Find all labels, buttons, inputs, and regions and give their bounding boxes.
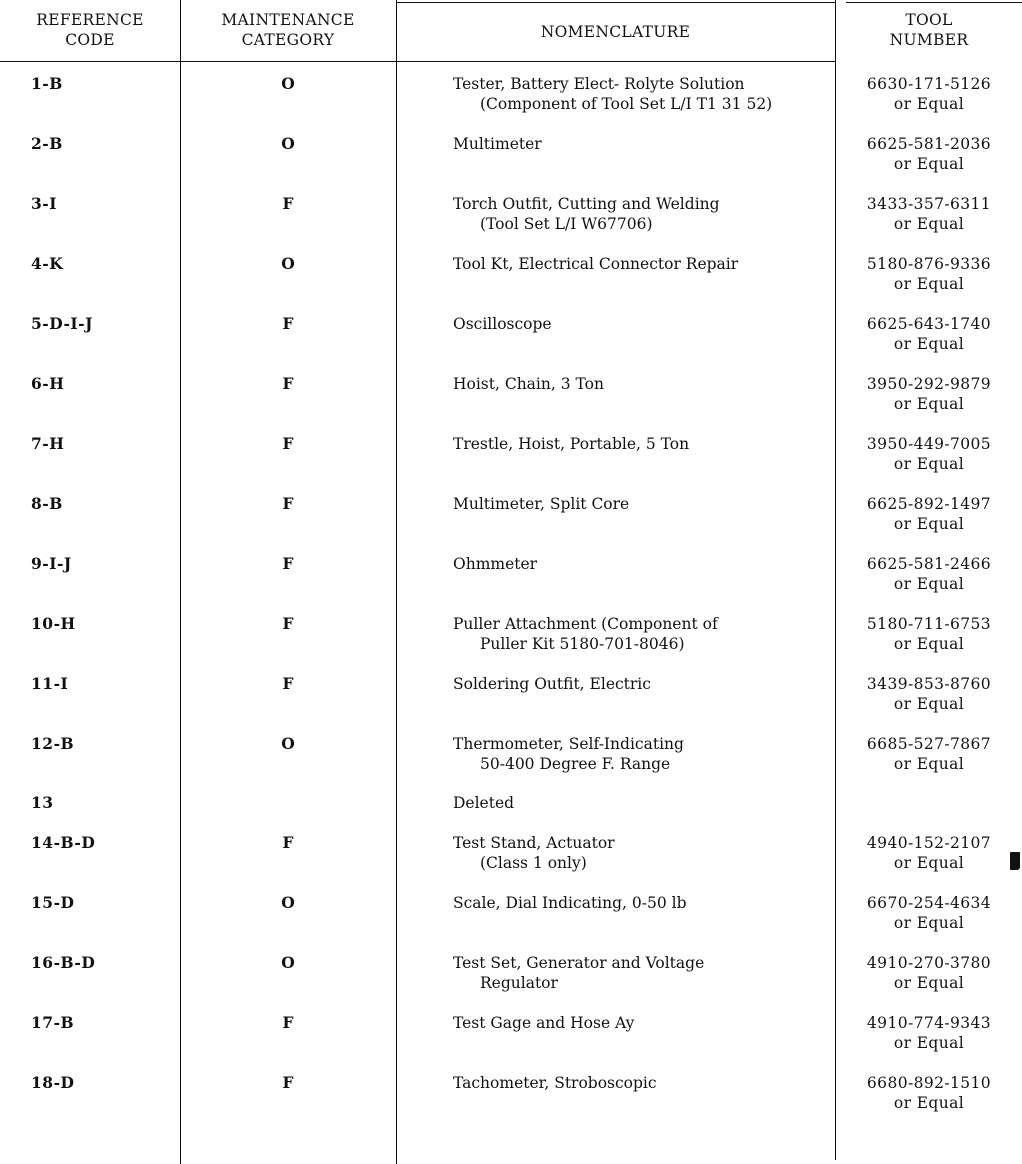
tool-number-alt: or Equal <box>893 755 965 773</box>
tool-number-alt: or Equal <box>893 695 965 713</box>
tool-number-alt: or Equal <box>893 395 965 413</box>
tool-number-cell <box>836 1073 1022 1113</box>
nomenclature-cell <box>453 374 833 394</box>
nomenclature-line: Tool Kt, Electrical Connector Repair <box>453 255 739 273</box>
nomenclature-cell <box>453 953 833 993</box>
reference-code-cell: 16-B-D <box>31 953 96 972</box>
nomenclature-cell <box>453 833 833 873</box>
reference-code-cell: 17-B <box>31 1013 75 1032</box>
tool-number-value: 6670-254-4634 <box>866 894 992 912</box>
tool-number-cell <box>836 374 1022 414</box>
tool-number-cell <box>836 953 1022 993</box>
header-reference-code-line2: CODE <box>65 31 115 49</box>
nomenclature-line: Hoist, Chain, 3 Ton <box>453 375 604 393</box>
column-divider-2 <box>396 0 397 1164</box>
reference-code-cell: 5-D-I-J <box>31 314 93 333</box>
tool-number-value: 6680-892-1510 <box>866 1074 992 1092</box>
tool-number-alt: or Equal <box>893 155 965 173</box>
maintenance-category-cell: O <box>281 74 295 93</box>
maintenance-category-cell: F <box>282 674 294 693</box>
nomenclature-cell <box>453 1073 833 1093</box>
nomenclature-cell <box>453 674 833 694</box>
reference-code-cell: 8-B <box>31 494 63 513</box>
column-divider-1 <box>180 0 181 1164</box>
header-top-rule <box>396 2 835 3</box>
nomenclature-line: Tester, Battery Elect- Rolyte Solution <box>453 75 745 93</box>
tool-number-value: 3950-449-7005 <box>866 435 992 453</box>
tool-number-alt: or Equal <box>893 914 965 932</box>
reference-code-cell: 12-B <box>31 734 75 753</box>
maintenance-category-cell: F <box>282 554 294 573</box>
nomenclature-cell <box>453 1013 833 1033</box>
nomenclature-cell <box>453 793 833 813</box>
tool-number-value: 3439-853-8760 <box>866 675 992 693</box>
maintenance-category-cell: F <box>282 614 294 633</box>
maintenance-category-cell: F <box>282 374 294 393</box>
tool-number-cell <box>836 434 1022 474</box>
reference-code-cell: 10-H <box>31 614 76 633</box>
maintenance-category-cell: F <box>282 1073 294 1092</box>
nomenclature-line: Test Stand, Actuator <box>453 834 615 852</box>
nomenclature-line: Multimeter, Split Core <box>453 495 630 513</box>
tool-number-value: 6625-581-2466 <box>866 555 992 573</box>
nomenclature-cell <box>453 74 833 114</box>
reference-code-cell: 9-I-J <box>31 554 72 573</box>
nomenclature-line: Puller Kit 5180-701-8046) <box>480 635 685 653</box>
maintenance-category-cell: O <box>281 254 295 273</box>
tool-number-alt: or Equal <box>893 635 965 653</box>
tool-number-value: 6630-171-5126 <box>866 75 992 93</box>
tool-number-alt: or Equal <box>893 515 965 533</box>
maintenance-category-cell: O <box>281 953 295 972</box>
tool-number-alt: or Equal <box>893 95 965 113</box>
tool-number-cell <box>836 194 1022 234</box>
nomenclature-cell <box>453 494 833 514</box>
reference-code-cell: 6-H <box>31 374 65 393</box>
tool-number-alt: or Equal <box>893 854 965 872</box>
reference-code-cell: 2-B <box>31 134 63 153</box>
tool-number-cell <box>836 254 1022 294</box>
tool-number-cell <box>836 734 1022 774</box>
tool-number-alt: or Equal <box>893 974 965 992</box>
tool-number-alt: or Equal <box>893 275 965 293</box>
tool-number-alt: or Equal <box>893 215 965 233</box>
header-maintenance-category-line1: MAINTENANCE <box>221 11 355 29</box>
nomenclature-line: (Tool Set L/I W67706) <box>480 215 653 233</box>
tool-number-value: 6685-527-7867 <box>866 735 992 753</box>
nomenclature-line: Regulator <box>480 974 558 992</box>
nomenclature-line: Ohmmeter <box>453 555 538 573</box>
tool-number-cell <box>836 1013 1022 1053</box>
tool-number-cell <box>836 554 1022 594</box>
tool-number-cell <box>836 674 1022 714</box>
nomenclature-line: Thermometer, Self-Indicating <box>453 735 684 753</box>
tool-number-cell <box>836 74 1022 114</box>
margin-mark <box>1010 852 1020 870</box>
nomenclature-cell <box>453 254 833 274</box>
nomenclature-line: Test Set, Generator and Voltage <box>453 954 705 972</box>
reference-code-cell: 3-I <box>31 194 57 213</box>
tool-number-cell <box>836 134 1022 174</box>
tool-number-cell <box>836 833 1022 873</box>
nomenclature-line: Tachometer, Stroboscopic <box>453 1074 657 1092</box>
nomenclature-cell <box>453 554 833 574</box>
tool-number-value: 3950-292-9879 <box>866 375 992 393</box>
header-maintenance-category <box>180 10 396 50</box>
maintenance-category-cell: O <box>281 134 295 153</box>
nomenclature-line: (Class 1 only) <box>480 854 587 872</box>
tool-number-value: 5180-876-9336 <box>866 255 992 273</box>
tool-number-value: 4940-152-2107 <box>866 834 992 852</box>
header-bottom-rule-nomenclature <box>396 61 835 62</box>
nomenclature-line: (Component of Tool Set L/I T1 31 52) <box>480 95 773 113</box>
tool-number-value: 5180-711-6753 <box>866 615 992 633</box>
nomenclature-cell <box>453 434 833 454</box>
nomenclature-cell <box>453 614 833 654</box>
tool-number-value: 6625-643-1740 <box>866 315 992 333</box>
nomenclature-line: Test Gage and Hose Ay <box>453 1014 635 1032</box>
maintenance-category-cell: O <box>281 893 295 912</box>
header-tool-number-line2: NUMBER <box>889 31 969 49</box>
nomenclature-line: Soldering Outfit, Electric <box>453 675 651 693</box>
tool-number-cell <box>836 614 1022 654</box>
tool-number-cell <box>836 494 1022 534</box>
maintenance-category-cell: F <box>282 194 294 213</box>
nomenclature-line: Oscilloscope <box>453 315 552 333</box>
maintenance-category-cell: F <box>282 434 294 453</box>
nomenclature-line: Torch Outfit, Cutting and Welding <box>453 195 720 213</box>
maintenance-category-cell: F <box>282 833 294 852</box>
tool-number-cell <box>836 314 1022 354</box>
nomenclature-line: 50-400 Degree F. Range <box>480 755 671 773</box>
tool-number-alt: or Equal <box>893 455 965 473</box>
reference-code-cell: 13 <box>31 793 54 812</box>
header-reference-code-line1: REFERENCE <box>36 11 144 29</box>
tool-number-alt: or Equal <box>893 575 965 593</box>
tool-number-cell <box>836 893 1022 933</box>
nomenclature-line: Deleted <box>453 794 515 812</box>
header-top-rule-right <box>846 2 1022 3</box>
tool-number-value: 4910-774-9343 <box>866 1014 992 1032</box>
tool-number-value: 6625-892-1497 <box>866 495 992 513</box>
reference-code-cell: 7-H <box>31 434 65 453</box>
header-maintenance-category-line2: CATEGORY <box>241 31 335 49</box>
tool-number-alt: or Equal <box>893 1034 965 1052</box>
header-bottom-rule <box>0 61 408 62</box>
tool-number-value: 3433-357-6311 <box>866 195 992 213</box>
reference-code-cell: 14-B-D <box>31 833 96 852</box>
nomenclature-line: Trestle, Hoist, Portable, 5 Ton <box>453 435 690 453</box>
header-tool-number-line1: TOOL <box>905 11 953 29</box>
nomenclature-line: Multimeter <box>453 135 542 153</box>
nomenclature-cell <box>453 194 833 234</box>
tool-number-alt: or Equal <box>893 335 965 353</box>
nomenclature-line: Puller Attachment (Component of <box>453 615 718 633</box>
nomenclature-cell <box>453 314 833 334</box>
tool-number-value: 4910-270-3780 <box>866 954 992 972</box>
nomenclature-cell <box>453 734 833 774</box>
maintenance-category-cell: F <box>282 494 294 513</box>
header-tool-number <box>836 10 1022 50</box>
nomenclature-cell <box>453 893 833 913</box>
reference-code-cell: 15-D <box>31 893 75 912</box>
maintenance-category-cell: O <box>281 734 295 753</box>
nomenclature-line: Scale, Dial Indicating, 0-50 lb <box>453 894 687 912</box>
maintenance-category-cell: F <box>282 1013 294 1032</box>
reference-code-cell: 18-D <box>31 1073 75 1092</box>
reference-code-cell: 11-I <box>31 674 69 693</box>
nomenclature-cell <box>453 134 833 154</box>
tool-number-value: 6625-581-2036 <box>866 135 992 153</box>
header-nomenclature-label: NOMENCLATURE <box>540 23 691 41</box>
reference-code-cell: 1-B <box>31 74 63 93</box>
tool-number-alt: or Equal <box>893 1094 965 1112</box>
header-nomenclature <box>396 22 835 42</box>
header-reference-code <box>0 10 180 50</box>
maintenance-category-cell: F <box>282 314 294 333</box>
reference-code-cell: 4-K <box>31 254 64 273</box>
